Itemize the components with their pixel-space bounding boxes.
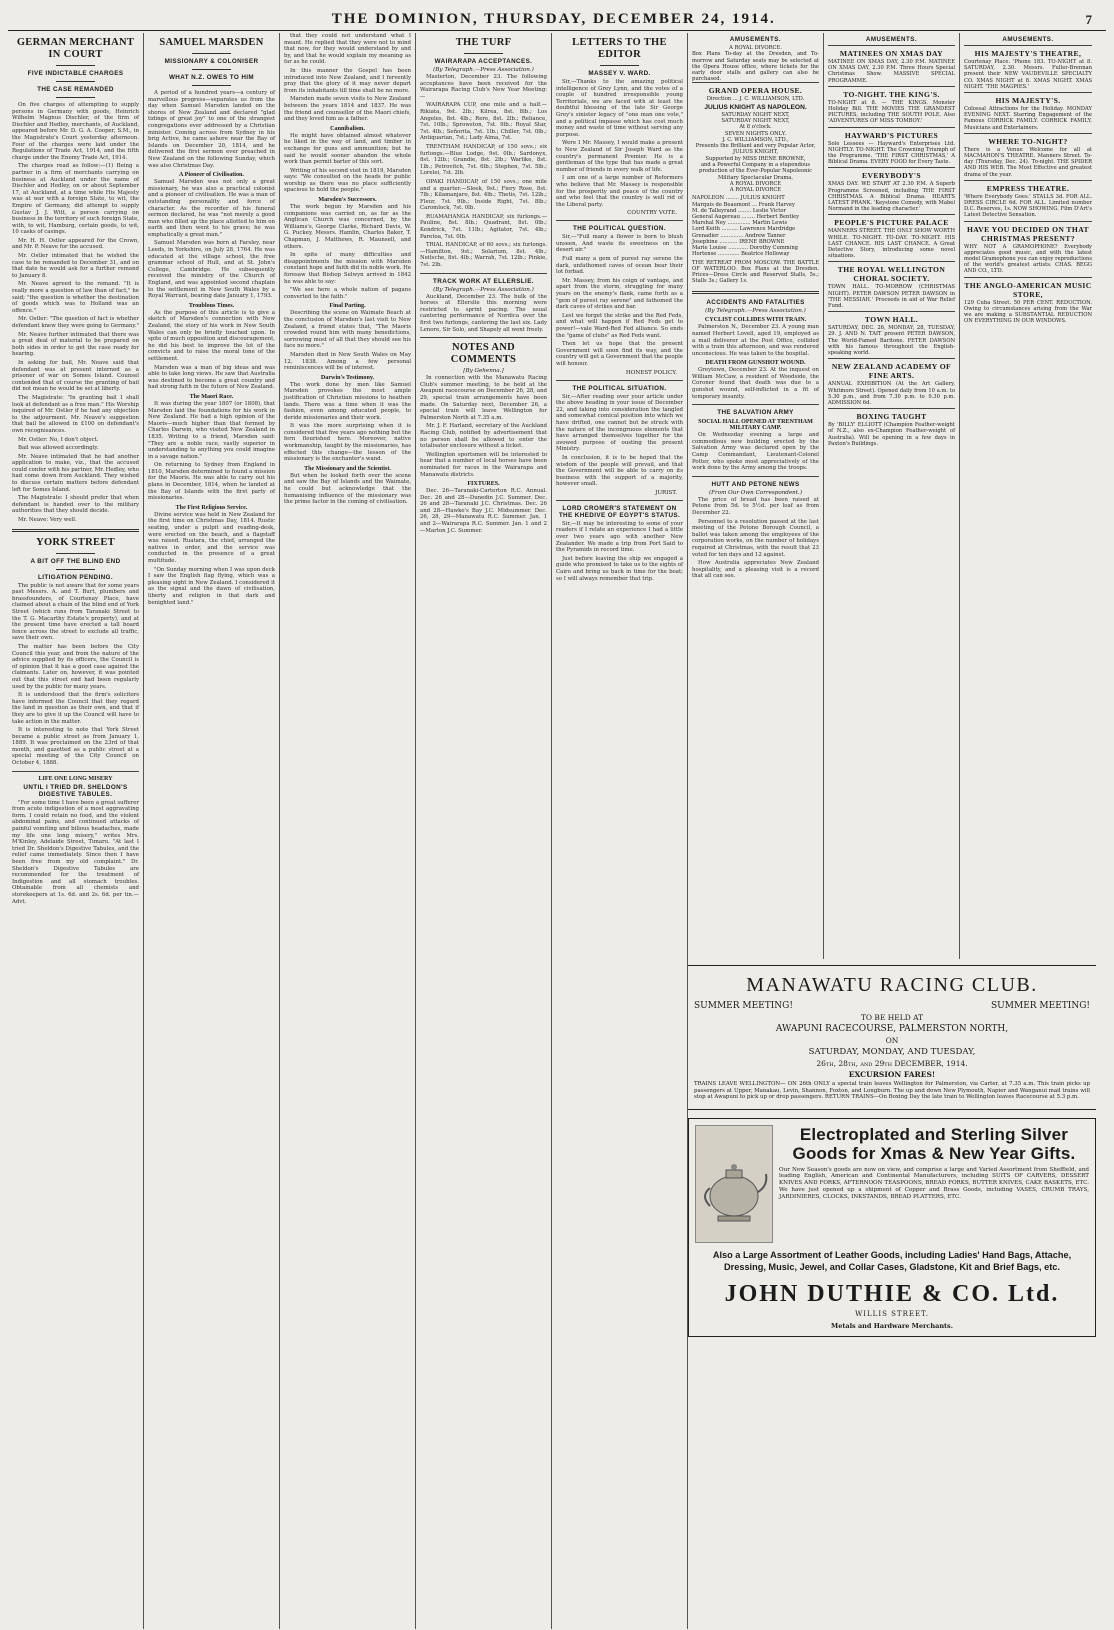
subhead: WAIRARAPA ACCEPTANCES. <box>434 58 533 65</box>
amusement-ad <box>828 214 955 261</box>
ad-left: SUMMER MEETING! <box>694 1001 793 1011</box>
ad-line: Supported by MISS IRENE BROWNE, <box>705 155 806 162</box>
teapot-icon <box>696 1126 772 1242</box>
divider <box>600 65 638 66</box>
ad-caption: JULIUS KNIGHT AS NAPOLEON. <box>704 103 807 111</box>
paragraph: Dec. 26—Taranaki-Carterton R.C. Annual. Dec. 26 and 28—Dunedin J.C. Summer. Dec. 26 and 28—Taranaki J.C. Christmas. Dec. 26 and 28—Hawke's Bay J.C. Midsummer. Dec. 26, 28, 29—Manawatu R.C. Summer. Jan. 1 and 2—Wairarapa R.C. Summer. Jan. 1 and 2—Marton J.C. Summer. <box>420 488 547 534</box>
subhead: MISSIONARY & COLONISER <box>164 58 259 65</box>
ad-title: TOWN HALL. <box>864 315 919 325</box>
company-tagline: Metals and Hardware Merchants. <box>831 1321 953 1330</box>
paragraph: that they could not understand what I meant. He replied that they were not to mind that now, for they would understand by and by, and that he would explain my meaning as far as he could. <box>284 33 411 66</box>
paragraph: Mr. Neave further intimated that there was a great deal of material to be prepared on both sides in order to get the case ready for hearing. <box>12 331 139 358</box>
column-3 <box>280 33 416 1629</box>
ad-body: TOWN HALL. TO-MORROW (CHRISTMAS NIGHT). PETER DAWSON PETER DAWSON in 'THE MESSIAH.' Proceeds in aid of War Relief Fund. <box>828 284 955 310</box>
subhead: LITIGATION PENDING. <box>38 573 113 581</box>
ad-line: SATURDAY NIGHT NEXT, <box>721 117 790 124</box>
ad-body: SATURDAY, DEC. 26, MONDAY, 28, TUESDAY, 29. J. AND N. TAIT present PETER DAWSON, The World-Famed Baritone. PETER DAWSON with his famous throughout the English-speaking world. <box>828 325 955 357</box>
paragraph: The price of bread has been raised at Petone from 5d. to 5½d. per loaf as from December 22. <box>692 496 819 516</box>
paragraph: Samuel Marsden was not only a great missionary, he was also a practical colonist and a pioneer of civilisation. He was a man of outstanding personality and force of character. As the recorder of his funeral sermon declared, he was "not merely a good man who filled up the place allotted to him on earth and then went to his grave; he was emphatically a great man." <box>148 179 275 238</box>
section-caption: Marsden's Successors. <box>318 197 377 204</box>
paragraph: In connection with the Manawatu Racing Club's summer meeting, to be held at the Awapuni racecourse on December 26, 28, and 29, special train arrangements have been made. On Saturday next, December 26, a special train will leave Wellington for Palmerston North at 7.35 a.m. <box>420 375 547 421</box>
ad-right: SUMMER MEETING! <box>991 1001 1090 1011</box>
ad-title: GRAND OPERA HOUSE. <box>708 86 803 96</box>
ad-title: HIS MAJESTY'S. <box>995 96 1061 106</box>
paragraph: The Magistrate: I should prefer that when defendant is handed over to the military authorities that they should decide. <box>12 495 139 515</box>
paragraph: As the purpose of this article is to give a sketch of Marsden's connection with New Zealand, the story of his work in New South Wales can only be briefly touched upon. In spite of much opposition and discouragement, he did his best to improve the lot of the convicts and to raise the moral tone of the settlement. <box>148 309 275 362</box>
subhead: TRACK WORK AT ELLERSLIE. <box>433 277 534 285</box>
paragraph: On Wednesday evening a large and commodious new building erected by the Salvation Army was declared open by the Camp Commandant, Lieutenant-Colonel Potter, who spoke most appreciatively of the work done by the Army among the troops. <box>692 432 819 472</box>
paragraph: But when he looked forth over the scene and saw the Bay of Islands and the Waimate, he could but acknowledge that the humanising influence of the missionary was the prime factor in the coming of civilisation. <box>284 472 411 506</box>
divider <box>420 273 547 274</box>
divider <box>556 500 683 501</box>
paragraph: Mr. H. H. Ostler appeared for the Crown, and Mr. P. Neave for the accused. <box>12 237 139 251</box>
cast-entry: Lord Keith .......... Lawrence Mardridge <box>692 226 796 233</box>
right-block <box>688 33 1096 1629</box>
section-caption: The First Religious Service. <box>175 504 248 511</box>
divider <box>692 404 819 405</box>
ad-body: ANNUAL EXHIBITION (At the Art Gallery, Whitmore Street). Opened daily from 10 a.m. to 5.30 p.m., and from 7.30 p.m. to 9.30 p.m. ADMISSION 6d. <box>828 381 955 406</box>
paragraph: Lest we forget the strike and the Red Feds, and what will happen if Red Feds get to power!—vale Ward-Red Fed alliance. So ends the "game of clubs" as Red Feds want. <box>556 312 683 339</box>
paragraph: Divine service was held in New Zealand for the first time on Christmas Day, 1814. Rustic seating, under a pulpit and reading-desk, were erected on the beach, and a flagstaff was raised. Ruatara, the chief, arranged the natives in order, and the service was conducted in the presence of a great multitude. <box>148 511 275 564</box>
ad-title: HAVE YOU DECIDED ON THAT CHRISTMAS PRESENT? <box>967 224 1089 243</box>
john-duthie-ad <box>688 1118 1096 1337</box>
paragraph: "On Sunday morning when I was upon deck I saw the English flag flying, which was a pleasing sight in New Zealand. I considered it as the signal and the dawn of civilisation, liberty and religion in that dark and benighted land." <box>148 566 275 606</box>
ad-title: HIS MAJESTY'S THEATRE, <box>974 49 1082 58</box>
cast-entry: Grenadier .............. Andrew Tanner <box>692 232 786 239</box>
paragraph: Mr. Ostler: "The question of fact is whether defendant knew they were going to Germany." <box>12 316 140 329</box>
section-header: AMUSEMENTS. <box>1002 36 1054 43</box>
headline-samuel-marsden: SAMUEL MARSDEN <box>159 37 264 48</box>
section-caption: CYCLIST COLLIDES WITH TRAIN. <box>704 317 807 324</box>
masthead <box>8 0 1106 31</box>
divider <box>56 553 94 554</box>
ad-body: MATINEE ON XMAS DAY, 2.30 P.M. MATINEE ON XMAS DAY, 2.30 P.M. Three Hours Special Christmas Show. MASSIVE SPECIAL PROGRAMME. <box>828 59 955 84</box>
columns <box>8 33 1106 1629</box>
divider <box>692 476 819 477</box>
ad-line: SATURDAY, MONDAY, AND TUESDAY, <box>808 1047 976 1057</box>
ad-line: J. C. WILLIAMSON, LTD., <box>722 136 789 143</box>
section-header: AMUSEMENTS. <box>865 36 918 43</box>
subhead: LORD CROMER'S STATEMENT ON THE KHEDIVE OF EGYPT'S STATUS. <box>558 504 681 519</box>
ad-body: Courtenay Place. 'Phone 183. TO-NIGHT at 8. SATURDAY, 2.30. Messrs. Fuller-Brennan present their NEW VAUDEVILLE SPECIALTY CO. XMAS NIGHT at 8. XMAS NIGHT. XMAS NIGHT. 'THE MAGPIES.' <box>964 59 1092 90</box>
paragraph: Then let us hope that the present Government will soon find its way, and the country will get a Government that the people will honour. <box>556 341 683 367</box>
ad-body: There is a Venue Welcome for all at MACMAHON'S THEATRE. Manners Street. To-day (Thursday, Dec. 24). To-night. THE SPIDER AND HIS WEB. The Most Effective and greatest drama of the year. <box>964 146 1092 178</box>
page-number: 7 <box>1085 12 1092 27</box>
subhead: ACCIDENTS AND FATALITIES <box>706 299 805 307</box>
ad-title: THE ROYAL WELLINGTON CHORAL SOCIETY. <box>837 265 946 284</box>
subhead: THE SALVATION ARMY <box>717 409 794 417</box>
masthead-title: THE DOMINION, THURSDAY, DECEMBER 24, 1914. <box>331 11 776 27</box>
ad-line: EXCURSION FARES! <box>848 1070 936 1079</box>
ad-line: JULIUS KNIGHT, <box>733 149 778 156</box>
paragraph: WAIRARAPA CUP, one mile and a half.—Rikiata, 9st. 2lb.; Kilrea, 8st. 8lb.; Los Angeles, 8st. 4lb.; Rere, 8st. 2lb.; Reliance, 7st. 10lb.; Sprowston, 7st. 9lb.; Royal Star, 7st. 4lb.; Señorita, 7st. 1lb.; Chiller, 7st. 0lb.; Antiquarian, 7st.; Lady Alma, 7st. <box>420 102 547 142</box>
amusement-ad <box>964 221 1092 277</box>
ad-title: TO-NIGHT. THE KING'S. <box>843 89 940 99</box>
ad-body: Our New Season's goods are now on view, and comprise a large and Varied Assortment from Sheffield, and leading English, American and Continental Manufacturers, including SUITS OF CARVERS, DESSERT KNIVES AND FORKS, AFTERNOON TEASPOONS, BREAD FORKS, BUTTER KNIVES, CAKE BASKETS, ETC. We have just opened up a shipment of Copper and Brass Goods, including VASES, CRUMB TRAYS, JARDINIERES, CLOCKS, INKSTANDS, BREAD PLATTERS, ETC. <box>779 1166 1089 1200</box>
paragraph: It was the more surprising when it is considered that five years ago nothing but the fern flourished here. Moreover, native workmanship, taught by the missionaries, has effected this change—the lesson of the missionary is the enchanter's wand. <box>284 423 411 463</box>
ad-line: 26th, 28th, and 29th DECEMBER, 1914. <box>816 1059 968 1068</box>
paragraph: On five charges of attempting to supply persons in Germany with goods, Heinrich Wilhelm Magnus Dischler, of the firm of Dischler and Hedley, merchants, of Auckland, appeared before Mr. D. G. A. Cooper, S.M., in the Magistrate's Court yesterday afternoon. Four of the charges were laid under the Regulations of Trade Act, 1914, and the fifth charge under the Enemy Trade Act, 1914. <box>12 102 139 161</box>
signature: JURIST. <box>655 489 677 496</box>
company-street: WILLIS STREET. <box>855 1309 929 1318</box>
paragraph: It was during the year 1807 (or 1808), that Marsden laid the foundations for his work in New Zealand. He had a high opinion of the Maoris—much higher than that formed by Charles Darwin, who visited New Zealand in 1835. Writing to a friend, Marsden said: "They are a noble race, vastly superior in understanding to anything you could imagine in a savage nation." <box>148 400 275 460</box>
paragraph: Masterton, December 23. The following acceptances have been received for the Wairarapa Racing Club's New Year Meeting:— <box>420 74 547 100</box>
ad-line: A ROYAL DIVORCE. <box>729 45 782 51</box>
section-caption: Cannibalism. <box>330 125 365 132</box>
signature: COUNTRY VOTE. <box>627 210 677 217</box>
ad-title: MATINEES ON XMAS DAY <box>839 49 944 58</box>
section-caption: SOCIAL HALL OPENED AT TRENTHAM MILITARY CAMP. <box>698 419 813 432</box>
paragraph: Mr. Neave: Very well. <box>18 517 77 524</box>
column-4 <box>416 33 552 1629</box>
paragraph: In conclusion, it is to be hoped that the wisdom of the people will prevail, and that the Government will be able to carry on its business with the support of a majority, however small. <box>556 454 683 488</box>
section-caption: The Maori Race. <box>189 393 234 400</box>
ad-line: Direction ... J. C. WILLIAMSON, LTD. <box>706 96 805 103</box>
paragraph: Mr. Ostler: No, I don't object. <box>18 436 99 443</box>
section-caption: Final Parting. <box>329 303 366 310</box>
paragraph: I am one of a large number of Reformers who believe that Mr. Massey is responsible for the prosperity and peace of the country and who feel that the country is well rid of the Liberal party. <box>556 175 683 208</box>
paragraph: Mr. Neave agreed to the remand. "It is really more a question of law than of fact," he said; "the question is whether the destination of goods which was to Holland was an offence." <box>12 281 139 314</box>
paragraph: Personnel to a resolution passed at the last meeting of the Petone Borough Council, a ballot was taken among the employees of the corporation works, on the number of holidays required at Christmas, with the result that 23 voted for ten days and 12 against. <box>692 518 819 558</box>
subhead: THE POLITICAL QUESTION. <box>572 225 667 233</box>
divider <box>56 569 94 570</box>
cast-entry: Marquis de Beaumont ... Frank Harvey <box>692 201 795 208</box>
paragraph: Describing the scene on Waimate Beach at the conclusion of Marsden's last visit to New Zealand, a friend states that, "The Maoris crowded round him with many benedictions, sorrowing most of all that they should see his face no more." <box>284 310 411 350</box>
section-header: AMUSEMENTS. <box>729 36 782 43</box>
paragraph: Writing of his second visit in 1819, Marsden says: "We consulted on the heads for public worship as there was no place sufficiently spacious to hold the people." <box>284 167 411 194</box>
paragraph: Bail was allowed accordingly. <box>18 445 99 452</box>
paragraph: On returning to Sydney from England in 1810, Marsden determined to found a mission for the Maoris. He was able to carry out his plans in December, 1814, when he landed at the Bay of Islands with the first party of missionaries. <box>148 462 275 502</box>
section-caption: Troublous Times. <box>188 302 235 309</box>
ad-line: A ROYAL DIVORCE <box>729 187 782 194</box>
headline-german-merchant: GERMAN MERCHANT IN COURT <box>16 37 135 60</box>
paragraph: TRENTHAM HANDICAP, of 150 sovs.; six furlongs.—Blue Lodge, 9st. 0lb.; Sardonyx, 8st. 12lb.; Grandie, 8st. 2lb.; Warlike, 8st. 1lb.; Petrovitch, 7st. 6lb.; Stephen, 7st. 5lb.; Lorelei, 7st. 2lb. <box>420 143 547 177</box>
divider <box>556 380 683 381</box>
cast-entry: Josephine ........... IRENE BROWNE <box>692 238 785 245</box>
silverware-illustration <box>695 1125 773 1243</box>
divider <box>420 337 547 338</box>
ad-body: Colossal Attractions for the Holiday. MONDAY EVENING NEXT. Starring Engagement of the Famous CORRICK FAMILY. CORRICK FAMILY. Musicians and Entertainers. <box>964 106 1092 131</box>
amusement-ad <box>828 45 955 86</box>
amusement-ad <box>828 358 955 408</box>
paragraph: Just before leaving the ship we engaged a guide who promised to take us to the sights of Cairo and bring us back in time for the boat; so I will always remember that trip. <box>556 555 683 582</box>
divider <box>56 65 94 66</box>
paragraph: Marsden made seven visits to New Zealand between the years 1814 and 1837. He was the friend and counsellor of the Maori chiefs, and they loved him as a father. <box>284 96 411 123</box>
paragraph: In spite of many difficulties and disappointments the mission with Marsden constant hope and faith did its noble work. He foresaw that Bishop Selwyn arrived in 1842 he was able to say: <box>284 252 411 285</box>
paragraph: It is understood that the firm's solicitors have informed the Council that they regard the land in question as their own, and that if they are to give it up the Council will have to take action in the matter. <box>12 692 139 725</box>
headline-york-street: YORK STREET <box>36 536 115 548</box>
cast-entry: Hortense ............. Beatrice Holloway <box>692 251 790 258</box>
subhead: A BIT OFF THE BLIND END <box>30 557 121 565</box>
divider <box>192 85 230 86</box>
ad-subtitle: UNTIL I TRIED DR. SHELDON'S DIGESTIVE TABULES. <box>23 783 128 798</box>
ad-title: MANAWATU RACING CLUB. <box>746 974 1038 996</box>
amusement-ad <box>828 86 955 127</box>
paragraph: Wellington sportsmen will be interested to hear that a number of local horses have been nominated for races in the Wairarapa and Manawatu districts. <box>420 451 547 478</box>
ad-body: XMAS DAY. WE START AT 2.30 P.M. A Superb Programme Screened, including THE FIRST CHRISTMAS. A Biblical Drama. HEARTS LATEST PRANK. 'Keystone Comedy, with Mabel Normand in the leading character.' <box>828 181 955 213</box>
ad-top <box>695 1125 1089 1243</box>
subhead: FIVE INDICTABLE CHARGES <box>27 70 124 77</box>
ad-title: EMPRESS THEATRE. <box>986 183 1070 193</box>
divider <box>192 69 230 70</box>
paragraph: The matter has been before the City Council this year, and from the nature of the advice supplied by its officers, the Council is of opinion that it has a good case against the claimants. Later on, however, it was pointed out that this street end had been regularly used by the public for many years. <box>12 643 139 690</box>
amusement-ad <box>964 133 1092 180</box>
section-caption: The Missionary and the Scientist. <box>304 465 391 472</box>
paragraph: Full many a gem of purest ray serene the dark, unfathomed caves of ocean bear their lot forbad. <box>556 256 683 276</box>
ad-body: 129 Cuba Street. 50 PER CENT. REDUCTION. Owing to circumstances arising from the War we are making a SUBSTANTIAL REDUCTION ON EVERYTHING IN OUR WINDOWS. <box>964 299 1092 325</box>
paragraph: Marsden was a man of big ideas and was able to take long views. He saw that Australia was destined to become a great country and had strong faith in the future of New Zealand. <box>148 364 275 391</box>
ad-line: At 8 o'clock. <box>739 124 772 131</box>
divider <box>12 529 139 532</box>
ad-title: EVERYBODY'S <box>862 171 921 181</box>
byline: (By Telegraph.—Press Association.) <box>705 308 806 315</box>
section-caption: FIXTURES. <box>467 481 500 488</box>
ad-footer: THE RETREAT FROM MOSCOW. THE BATTLE OF WATERLOO. Box Plans at the Dresden. Prices—Dress Circle and Reserved Stalls, 5s.; Stalls 3s.; Gallery 1s. <box>692 259 819 285</box>
byline: (From Our Own Correspondent.) <box>708 489 802 496</box>
amusement-ad <box>828 311 955 358</box>
amusement-ad <box>964 45 1092 92</box>
section-caption: Darwin's Testimony. <box>320 374 375 381</box>
ad-line: AWAPUNI RACECOURSE, PALMERSTON NORTH, <box>775 1024 1009 1034</box>
paragraph: The work done by men like Samuel Marsden provokes the most ample justification of Christian missions to heathen lands. There was a time when it was the fashion, even among educated people, to deride missionaries and their work. <box>284 381 411 421</box>
amusement-ad <box>828 261 955 311</box>
subhead: THE CASE REMANDED <box>37 86 114 93</box>
amusement-ad <box>964 277 1092 327</box>
ad-title: THE ANGLO-AMERICAN MUSIC STORE, <box>964 280 1092 299</box>
paragraph: In this manner the Gospel has been introduced into New Zealand, and I fervently pray that the glory of it may never depart from its inhabitants till time shall be no more. <box>284 67 411 94</box>
paragraph: Auckland, December 23. The bulk of the horses at Ellerslie this morning were restricted to sprint pacing. The usual cantering performance of Nordica over the first two furlongs, cantering the last six. Lady Lenore, Sir Solo, and Shapely all went freely. <box>420 293 547 333</box>
column-6 <box>688 33 824 959</box>
paragraph: Were I Mr. Massey, I would make a present to New Zealand of Sir Joseph Ward as the country's permanent Premier. He is a gentleman of the type that has made a great number of friends in every walk of life. <box>556 140 683 173</box>
subhead: MASSEY V. WARD. <box>588 70 651 77</box>
ad-body: TO-NIGHT at 8. — THE KINGS. Monster Holiday Bill. THE MOVIES THE GRANDEST PICTURES, including THE SOUTH POLE. Also 'ADVENTURES OF MISS TOMBOY.' <box>828 99 955 125</box>
ad-line: SATURDAY NIGHT NEXT, <box>721 111 790 118</box>
ad-line: SEVEN NIGHTS ONLY. <box>724 130 787 137</box>
headline-letters-to-editor: LETTERS TO THE EDITOR <box>572 37 667 60</box>
paragraph: Marsden died in New South Wales on May 12, 1838. Among a few personal reminiscences will be of interest. <box>284 351 411 372</box>
ad-grand-opera-house <box>692 82 819 286</box>
ad-body: TRAINS LEAVE WELLINGTON— ON 26th ONLY a special train leaves Wellington for Palmerston, via Carter, at 7.35 a.m. This train picks up passengers at Upper, Manakau, Levin, Shannon, Foxton, and Longburn. The up and down New Plymouth, Napier and Wanganui mail trains will stop at Awapuni to pick up or drop passengers. RETURN TRAINS—On Boxing Day the late train to Wellington leaves Racecourse at 5.3 p.m. <box>694 1081 1090 1100</box>
paragraph: RUAMAHANGA HANDICAP, six furlongs.—Pauline, 8st. 8lb.; Quadrant, 8st. 0lb.; Kendrick, 7st. 11lb.; Agitator, 7st. 4lb.; Paretoa, 7st. 0lb. <box>420 213 547 240</box>
paragraph: Palmerston N., December 23. A young man named Herbert Lovell, aged 19, employed as a mail deliverer at the Post Office, collided with a train this afternoon, and was rendered unconscious. He was taken to the hospital. <box>692 324 819 357</box>
cast-entry: M. de Talleyrand ........ Leslie Victor <box>692 207 786 214</box>
paragraph: Sir,—After reading over your article under the above heading in your issue of December 22, and taking into consideration the tangled and somewhat comical position into which we have drifted, one cannot but be struck with the nature of the incongruous elements that have arranged themselves together for the avowed purpose of ousting the present Ministry. <box>556 393 683 453</box>
paragraph: "We see here a whole nation of pagans converted to the faith." <box>284 287 411 300</box>
divider <box>464 53 502 54</box>
ad-body: Box Plans To-day at the Dresden, and To-morrow and Saturday seats may be selected at the Opera House office, where tickets for the early door stalls and gallery can also be purchased. <box>692 51 819 83</box>
ad-row <box>694 1001 1090 1011</box>
ad-body: MANNERS STREET. THE ONLY SHOW WORTH WHILE. TO-NIGHT. TO-DAY. TO-NIGHT. HIS LAST CHANCE. HIS LAST CHANCE. A Great Detective Story, introducing some novel situations. <box>828 228 955 260</box>
signature: HONEST POLICY. <box>625 369 677 376</box>
ad-title: NEW ZEALAND ACADEMY OF FINE ARTS. <box>831 362 952 381</box>
section-caption: DEATH FROM GUNSHOT WOUND. <box>705 360 806 367</box>
ad-title: WHERE TO-NIGHT? <box>988 136 1068 146</box>
divider <box>692 291 819 294</box>
ad-also: Also a Large Assortment of Leather Goods, including Ladies' Hand Bags, Attache, Dressing, Music, Jewel, and Collar Cases, Gladstone, Kit and Brief Bags, etc. <box>712 1249 1072 1272</box>
divider <box>12 771 139 772</box>
paragraph: OPAKI HANDICAP, of 150 sovs.; one mile and a quarter.—Sleek, 9st.; Fiery Rose, 8st. 7lb.; Kilamanjaro, 8st. 4lb.; Thetis, 7st. 12lb.; Fleur, 7st. 9lb.; Inside Right, 7st. 8lb.; Caromlock, 7st. 0lb. <box>420 178 547 212</box>
divider <box>56 81 94 82</box>
column-5 <box>552 33 688 1629</box>
ad-title: LIFE ONE LONG MISERY <box>38 775 113 782</box>
amusements-row <box>688 33 1096 959</box>
amusement-ad <box>964 180 1092 221</box>
paragraph: Sir,—Thanks to the amazing political intelligence of Grey Lynn, and the votes of a couple of hundred irresponsible young Territorials, we are faced with at least the doubtful blessing of the late Sir George Grey's sinister legacy of "one man one vote," and a political impasse which has cost much money and waste of time without serving any purpose. <box>556 79 683 138</box>
paragraph: Mr. Neave intimated that he had another application to make, viz., that the accused could confer with his partner, Mr. Hedley, who had come down from Auckland. They wished to discuss certain matters before defendant left for Somes Island. <box>12 453 139 493</box>
amusement-ad <box>964 92 1092 133</box>
ad-body: By 'BILLY' ELLIOTT (Champion Feather-weight of N.Z., also ex-Champion Feather-weight of Australia). Will be opening in a few days in Paxton's Buildings. <box>828 422 955 447</box>
paragraph: The public is not aware that for some years past Messrs. A. and T. Burt, plumbers and brassfounders, of Courtenay Place, have claimed about a chain of the blind end of York Street (which runs from Taranaki Street to the T. G. Macarthy Estate's property), and at the present time have erected a tall board fence across the street to exclude all traffic, save their own. <box>12 582 139 642</box>
headline-the-turf: THE TURF <box>455 37 512 48</box>
paragraph: Samuel Marsden was born at Farsley, near Leeds, in Yorkshire, on July 28, 1764. He was educated at the village school, the free grammar school of Hull, and at St. John's College, Cambridge. He subsequently received the ministry of the Church of England, and was appointed second chaplain to the settlement in New South Wales by a Royal Warrant, bearing date January 1, 1793. <box>148 240 275 300</box>
ad-body: 'Where Everybody Goes.' STALLS 3d. FOR ALL. DRESS CIRCLE 6d. FOR ALL. Limited number D.C. Reserves, 1s. NOW SHOWING. Film D'Art's Latest Detective Sensation. <box>964 193 1092 219</box>
ad-title: HAYWARD'S PICTURES <box>844 130 939 140</box>
cast-entry: NAPOLEON ........ JULIUS KNIGHT <box>692 195 785 202</box>
paragraph: He might have obtained almost whatever he liked in the way of land, and timber in exchange for guns and ammunition; but he said he would sooner abandon the whole work than permit barter of this sort. <box>284 132 411 166</box>
paragraph: The Magistrate: "In granting bail I shall look at defendant as a free man." His Worship inquired of Mr. Ostler if he had any objection to the adjourment. Mr. Neave's suggestion that bail be allowed in £100 on defendant's own recognisances. <box>12 394 139 434</box>
paragraph: The charges read as follow:—(1) Being a partner in a firm of merchants carrying on business at Auckland under the name of Dischler and Hedley, on or about September 17, at Auckland, at a time while His Majesty was at war with a foreign State, to wit, the Empire of Germany, did attempt to supply Gustav J. J. Witt, a person carrying on business in the territory of such foreign State, with, to wit, Hamburg, certain goods, to wit, 10 casks of casings. <box>12 163 139 236</box>
column-7 <box>824 33 960 959</box>
ad-text <box>779 1125 1089 1207</box>
ad-body: Sole Lessees — Hayward's Enterprises Ltd. NIGHTLY. TO-NIGHT. The Crowning Triumph of the Programme. 'THE FIRST CHRISTMAS,' A Biblical Drama. EVERY FOOD for Every Taste. <box>828 140 955 166</box>
subhead: WHAT N.Z. OWES TO HIM <box>168 74 255 81</box>
cast-list <box>692 195 819 257</box>
cast-entry: General Augereau ........ Herbert Bentley <box>692 214 800 221</box>
column-2 <box>144 33 280 1629</box>
ad-body: "For some time I have been a great sufferer from acute indigestion of a most aggravating form. I could retain no food, and the violent abdominal pains, and continued attacks of painful vomiting and bilious headaches, made my life one long misery," writes Mrs. M'Kinley, Adelaide Street, Timaru. "At last I tried Dr. Sheldon's Digestive Tabules, and the relief came immediately. Since then I have been free from my old complaint." Dr. Sheldon's Digestive Tabules are recommended for the treatment of Indigestion and all stomach troubles. Obtainable from all chemists and storekeepers at 1s. 6d. and 2s. 6d. per tin.—Advt. <box>12 799 139 905</box>
paragraph: In asking for bail, Mr. Neave said that defendant was at present interned as a prisoner of war on Somes Island. Counsel contended that of course the granting of bail did not mean he would be set at liberty. <box>12 359 139 393</box>
cast-entry: Marie Louise ............ Dorothy Cumming <box>692 245 799 252</box>
ad-line: TO BE HELD AT <box>860 1013 924 1022</box>
paragraph: Mr. Massey, from his coign of vantage, and apart from the storm, struggling for many years on the enemy's flank, came forth as a "gem of purest ray serene" and fathomed the dark caves of strikes and bar. <box>556 277 683 311</box>
ad-line: A ROYAL DIVORCE <box>729 180 782 187</box>
paragraph: Mr. Ostler intimated that he wished the case to be remanded to December 31, and on that date he would ask for a further remand to January 8. <box>12 253 139 279</box>
paragraph: A period of a hundred years—a century of marvellous progress—separates us from the day when Samuel Marsden landed on the shores of New Zealand and declared "glad tidings of great joy" to one of the strangest congregations ever addressed by a Christian minister. Coming across from Sydney in his brig Active, he came ashore near the Bay of Islands on December 20, 1814, and he delivered the first sermon ever preached in New Zealand on the following Sunday, which was also Christmas Day. <box>148 90 275 169</box>
byline: [By Gehenna.] <box>463 368 504 375</box>
ad-line: Presents the Brilliant and very Popular Actor, <box>695 143 816 150</box>
ad-lines <box>692 112 819 194</box>
paragraph: Sir,—"Full many a flower is born to blush unseen, And waste its sweetness on the desert air." <box>556 234 683 254</box>
company-name: JOHN DUTHIE & CO. Ltd. <box>724 1280 1060 1307</box>
headline-notes-and-comments: NOTES AND COMMENTS <box>450 342 517 366</box>
manawatu-racing-ad <box>688 965 1096 1110</box>
ad-title: BOXING TAUGHT <box>856 412 927 422</box>
paragraph: It is interesting to note that York Street became a public street as from January 1, 1889. It was proclaimed on the 23rd of that month, and gazetted as a public street at a special meeting of the City Council on October 4, 1888. <box>12 727 139 767</box>
section-caption: A Pioneer of Civilisation. <box>179 172 244 179</box>
paragraph: TRIAL HANDICAP, of 60 sovs.; six furlongs.—Hamilton, 9st.; Solarium, 8st. 4lb.; Neitsche, 8st. 4lb.; Warrah, 7st. 12lb.; Pinkie, 7st. 2lb. <box>420 242 547 269</box>
paragraph: Greytown, December 23. At the inquest on William McCaw, a resident of Woodside, the Coroner found that death was due to a gunshot wound, self-inflicted in a fit of temporary insanity. <box>692 367 819 400</box>
ad-title: PEOPLE'S PICTURE PALACE <box>834 218 949 228</box>
amusement-ad <box>828 408 955 449</box>
subhead: HUTT AND PETONE NEWS <box>711 480 800 488</box>
cast-entry: Marshal Ney .............. Martin Lewis <box>692 220 788 227</box>
amusement-ad <box>828 167 955 214</box>
column-8 <box>960 33 1096 959</box>
ad-body: WHY NOT A GRAMOPHONE? Everybody appreciates good music, and with the latest model Gramophone you can enjoy reproductions of the world's greatest artists. CHAS. BEGG AND CO., LTD. <box>964 243 1093 275</box>
divider <box>192 53 230 54</box>
byline: (By Telegraph.—Press Association.) <box>433 67 534 73</box>
ad-headline: Electroplated and Sterling Silver Goods for Xmas & New Year Gifts. <box>792 1124 1076 1163</box>
subhead: THE POLITICAL SITUATION. <box>572 384 667 392</box>
column-1 <box>8 33 144 1629</box>
paragraph: Mr. J. F. Harland, secretary of the Auckland Racing Club, notified by advertisement that no person shall be allowed to enter the totalisator enclosure without a ticket. <box>420 423 547 450</box>
paragraph: How Australia appreciates New Zealand hospitality, and a pleasing visit is a record that all can see. <box>692 560 819 580</box>
ad-line: ON <box>885 1036 899 1045</box>
paragraph: The work begun by Marsden and his companions was carried on, as far as the Anglican Church was concerned, by the Williams's, George Clarke, Richard Davis, W. G. Puckey, Messrs. Hamlin, Charles Baker, T. Chapman, J. Matthews, R. Maunsell, and others. <box>284 204 411 250</box>
paragraph: Sir,—It may be interesting to some of your readers if I relate an experience I had a little over two years ago with another New Zealander. We made a trip from Port Said to the Pyramids in record time. <box>556 520 683 554</box>
divider <box>556 220 683 221</box>
amusement-ad <box>828 127 955 168</box>
ad-line: and a Powerful Company in a stupendous production of the Ever-Popular Napoleonic Military Spectacular Drama, <box>699 161 812 181</box>
byline: (By Telegraph.—Press Association.) <box>433 286 534 293</box>
divider <box>56 97 94 98</box>
